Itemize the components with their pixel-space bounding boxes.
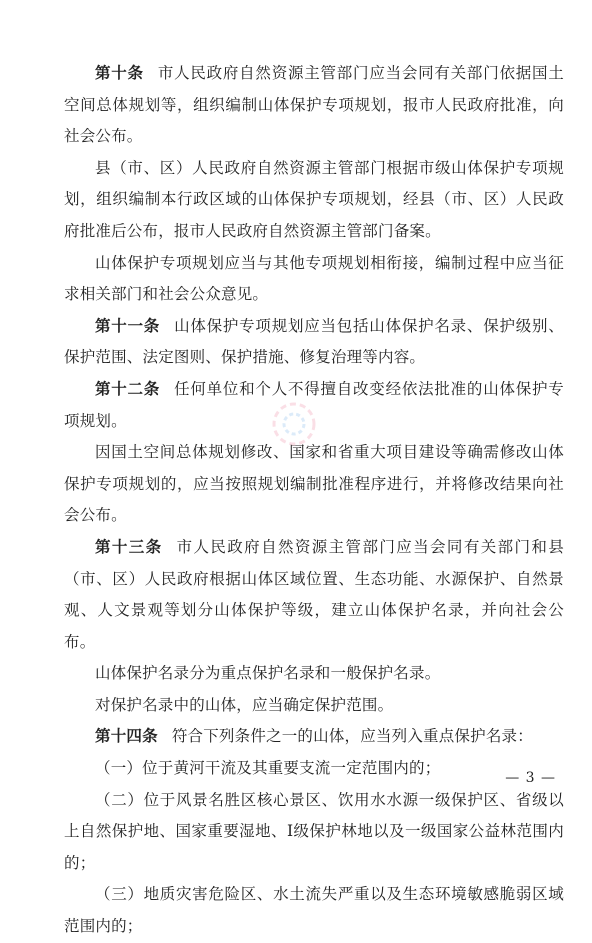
paragraph-article-13 — [64, 532, 564, 658]
paragraph-text: 山体保护名录分为重点保护名录和一般保护名录。 — [95, 664, 441, 683]
paragraph-text: （一）位于黄河干流及其重要支流一定范围内的； — [95, 759, 441, 778]
paragraph-text: （二）位于风景名胜区核心景区、饮用水水源一级保护区、省级以上自然保护地、国家重要湿地、Ⅰ级保护林地以及一级国家公益林范围内的； — [64, 790, 564, 872]
paragraph-text: （三）地质灾害危险区、水土流失严重以及生态环境敏感脆弱区域范围内的； — [64, 885, 564, 936]
paragraph-text: 县（市、区）人民政府自然资源主管部门根据市级山体保护专项规划，组织编制本行政区域的山体保护专项规划，经县（市、区）人民政府批准后公布，报市人民政府自然资源主管部门备案。 — [64, 158, 564, 240]
paragraph-article-14 — [64, 721, 564, 753]
document-body — [64, 58, 564, 943]
article-number: 第十三条 — [95, 537, 163, 556]
paragraph-text: 对保护名录中的山体，应当确定保护范围。 — [95, 695, 394, 714]
paragraph-text: 符合下列条件之一的山体，应当列入重点保护名录： — [171, 727, 533, 746]
paragraph — [64, 437, 564, 532]
article-number: 第十二条 — [95, 379, 161, 398]
list-item — [64, 753, 564, 785]
list-item — [64, 879, 564, 942]
paragraph-text: 市人民政府自然资源主管部门应当会同有关部门依据国土空间总体规划等，组织编制山体保护专项规划，报市人民政府批准，向社会公布。 — [64, 64, 564, 146]
paragraph — [64, 690, 564, 722]
article-number: 第十四条 — [95, 727, 158, 746]
paragraph-text: 山体保护专项规划应当包括山体保护名录、保护级别、保护范围、法定图则、保护措施、修复治理等内容。 — [64, 316, 564, 367]
paragraph-text: 市人民政府自然资源主管部门应当会同有关部门和县（市、区）人民政府根据山体区域位置、生态功能、水源保护、自然景观、人文景观等划分山体保护等级，建立山体保护名录，并向社会公布。 — [64, 537, 564, 651]
paragraph-text: 山体保护专项规划应当与其他专项规划相衔接，编制过程中应当征求相关部门和社会公众意见。 — [64, 253, 564, 304]
paragraph — [64, 658, 564, 690]
paragraph — [64, 248, 564, 311]
paragraph-text: 任何单位和个人不得擅自改变经依法批准的山体保护专项规划。 — [64, 379, 564, 430]
paragraph — [64, 153, 564, 248]
article-number: 第十条 — [95, 64, 144, 82]
watermark-icon — [268, 398, 320, 450]
paragraph-article-10 — [64, 58, 564, 153]
paragraph-article-11 — [64, 311, 564, 374]
list-item — [64, 785, 564, 880]
page-number: — 3 — — [505, 770, 556, 786]
article-number: 第十一条 — [95, 316, 161, 335]
paragraph-text: 因国土空间总体规划修改、国家和省重大项目建设等确需修改山体保护专项规划的，应当按照规划编制批准程序进行，并将修改结果向社会公布。 — [64, 443, 564, 525]
